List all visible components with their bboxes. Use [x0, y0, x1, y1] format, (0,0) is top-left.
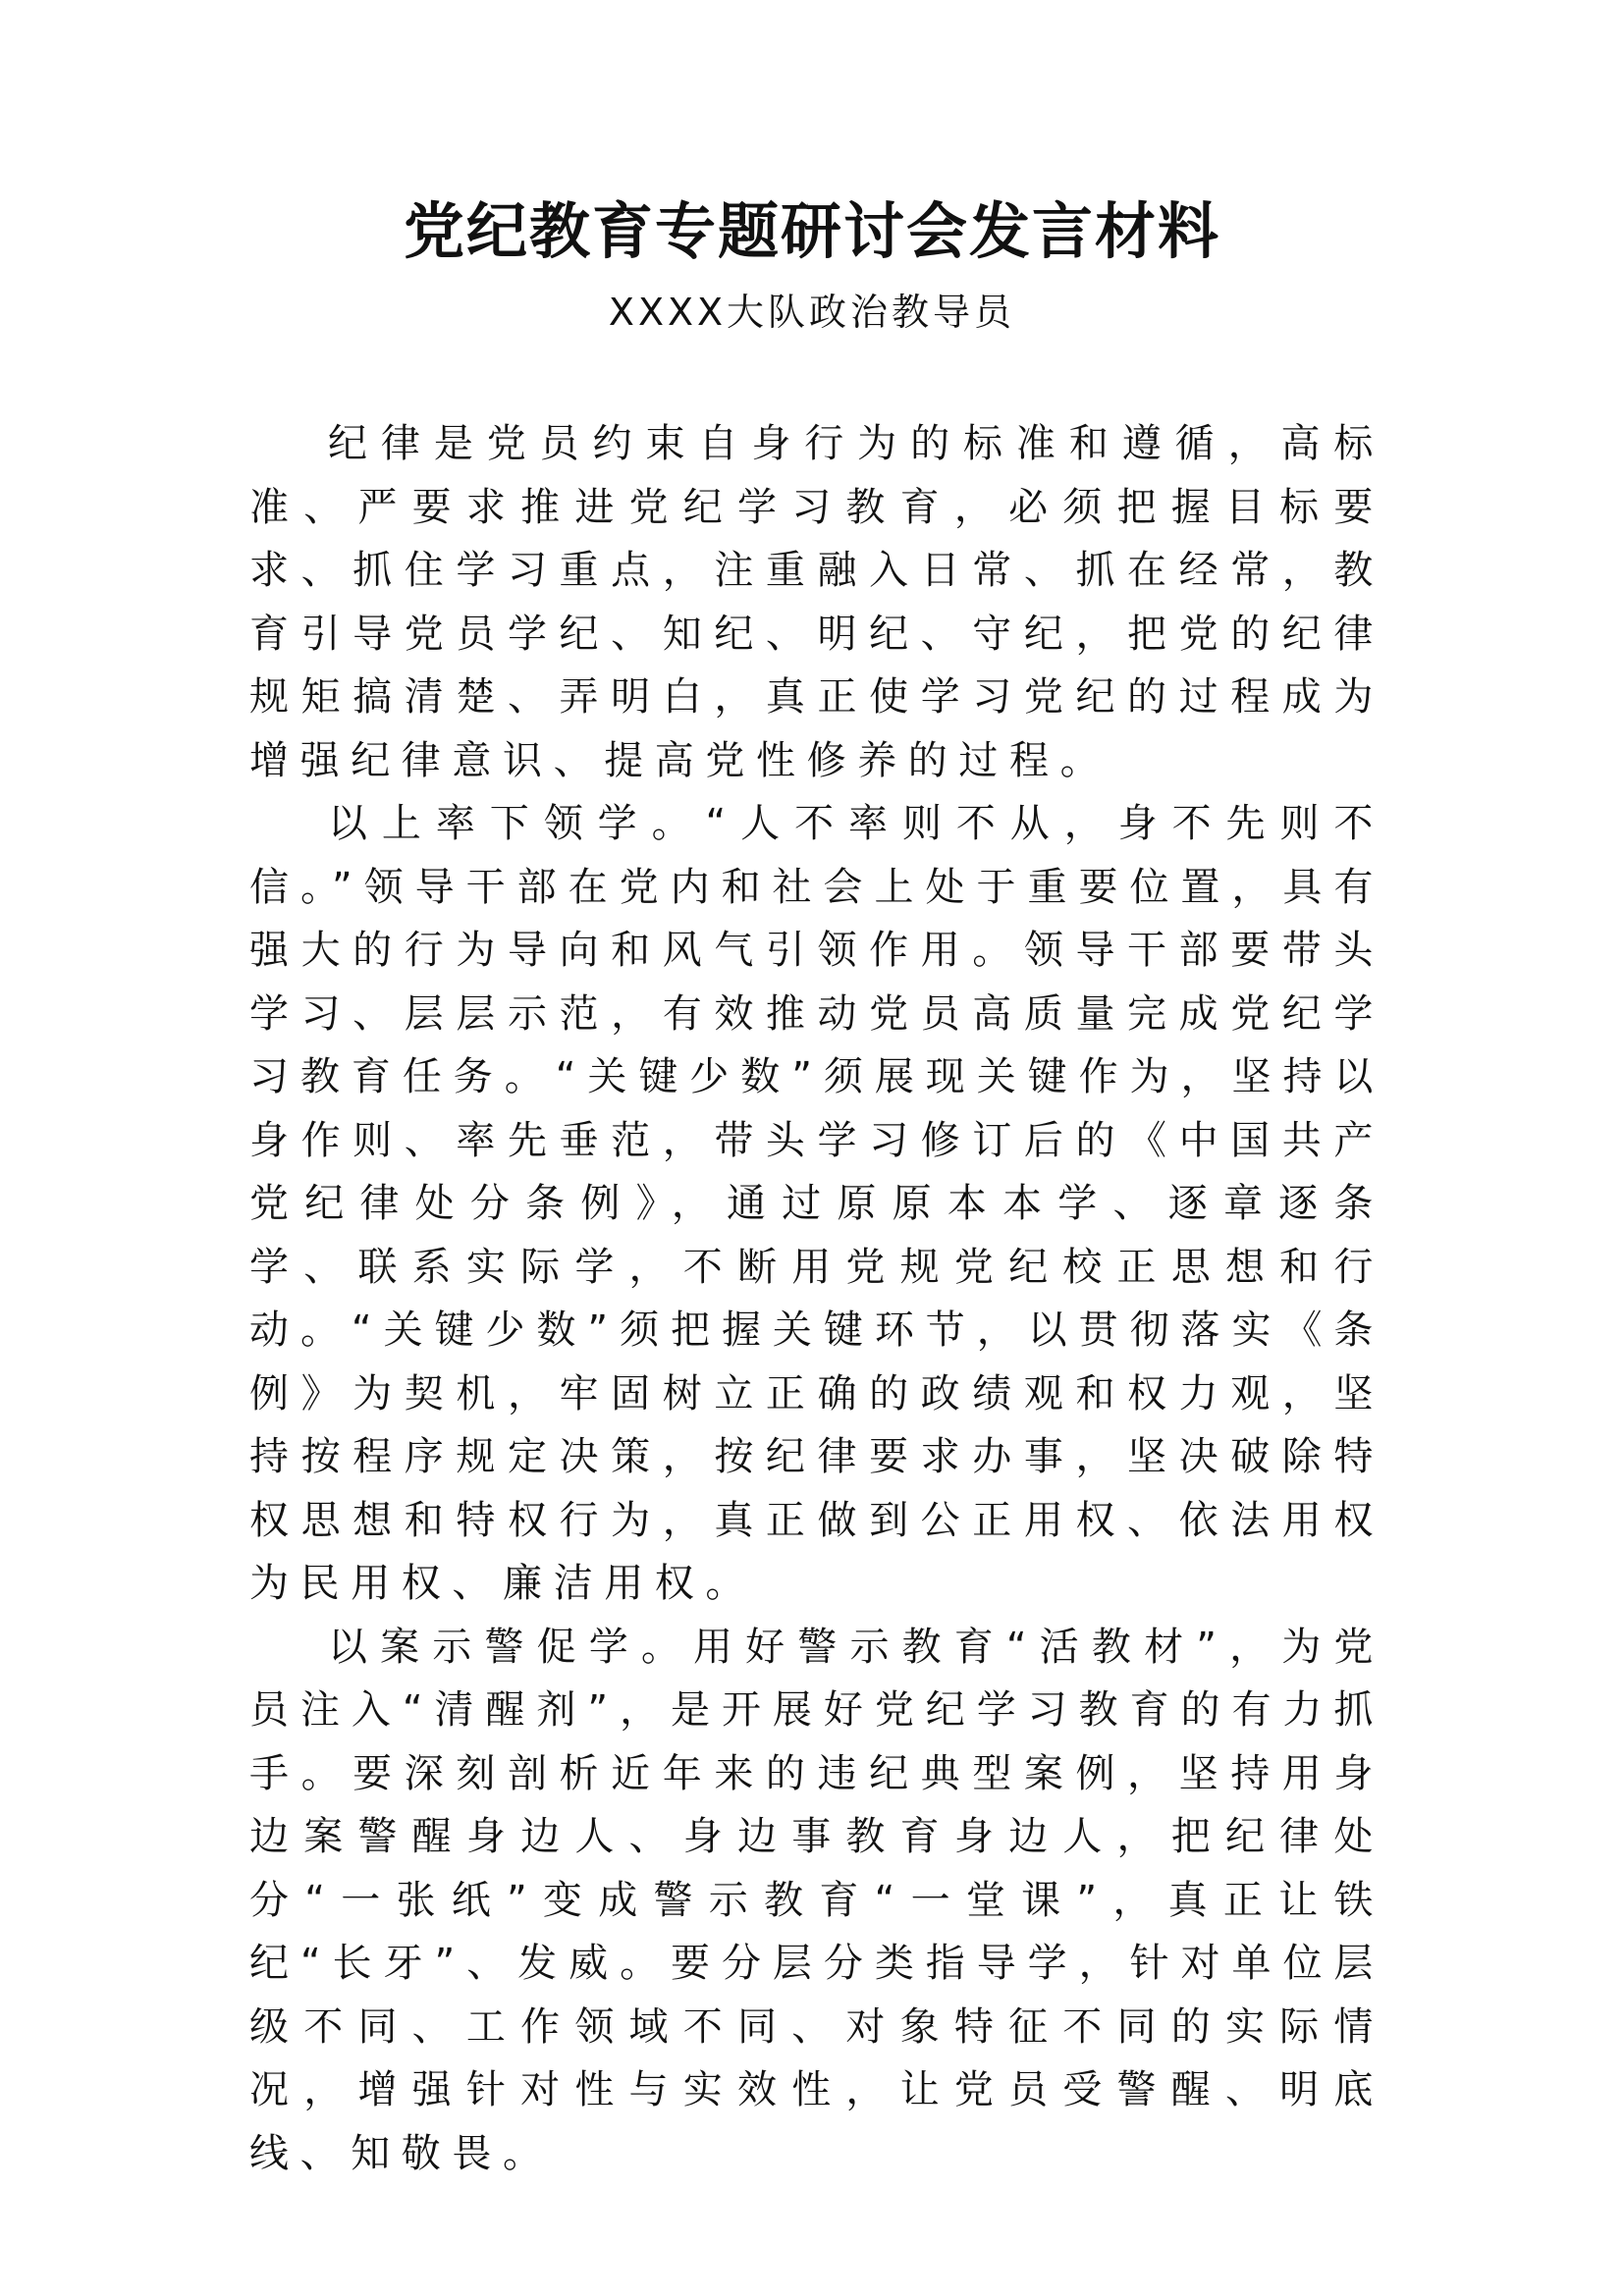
paragraph-case-warning: 以案示警促学。用好警示教育“活教材”，为党员注入“清醒剂”，是开展好党纪学习教育的有力抓手。要深刻剖析近年来的违纪典型案例，坚持用身边案警醒身边人、身边事教育身边人，把纪律处分“一张纸”变成警示教育“一堂课”，真正让铁纪“长牙”、发威。要分层分类指导学，针对单位层级不同、工作领域不同、对象特征不同的实际情况，增强针对性与实效性，让党员受警醒、明底线、知敬畏。 — [249, 1624, 1384, 2176]
document-body — [249, 412, 1384, 2185]
paragraph-lead-by-example: 以上率下领学。“人不率则不从，身不先则不信。”领导干部在党内和社会上处于重要位置，具有强大的行为导向和风气引领作用。领导干部要带头学习、层层示范，有效推动党员高质量完成党纪学习教育任务。“关键少数”须展现关键作为，坚持以身作则、率先垂范，带头学习修订后的《中国共产党纪律处分条例》，通过原原本本学、逐章逐条学、联系实际学，不断用党规党纪校正思想和行动。“关键少数”须把握关键环节，以贯彻落实《条例》为契机，牢固树立正确的政绩观和权力观，坚持按程序规定决策，按纪律要求办事，坚决破除特权思想和特权行为，真正做到公正用权、依法用权为民用权、廉洁用权。 — [249, 801, 1384, 1606]
paragraph-intro: 纪律是党员约束自身行为的标准和遵循，高标准、严要求推进党纪学习教育，必须把握目标要求、抓住学习重点，注重融入日常、抓在经常，教育引导党员学纪、知纪、明纪、守纪，把党的纪律规矩搞清楚、弄明白，真正使学习党纪的过程成为增强纪律意识、提高党性修养的过程。 — [249, 421, 1384, 783]
document-subtitle: XXXX大队政治教导员 — [608, 291, 1016, 334]
document-title: 党纪教育专题研讨会发言材料 — [403, 195, 1220, 267]
